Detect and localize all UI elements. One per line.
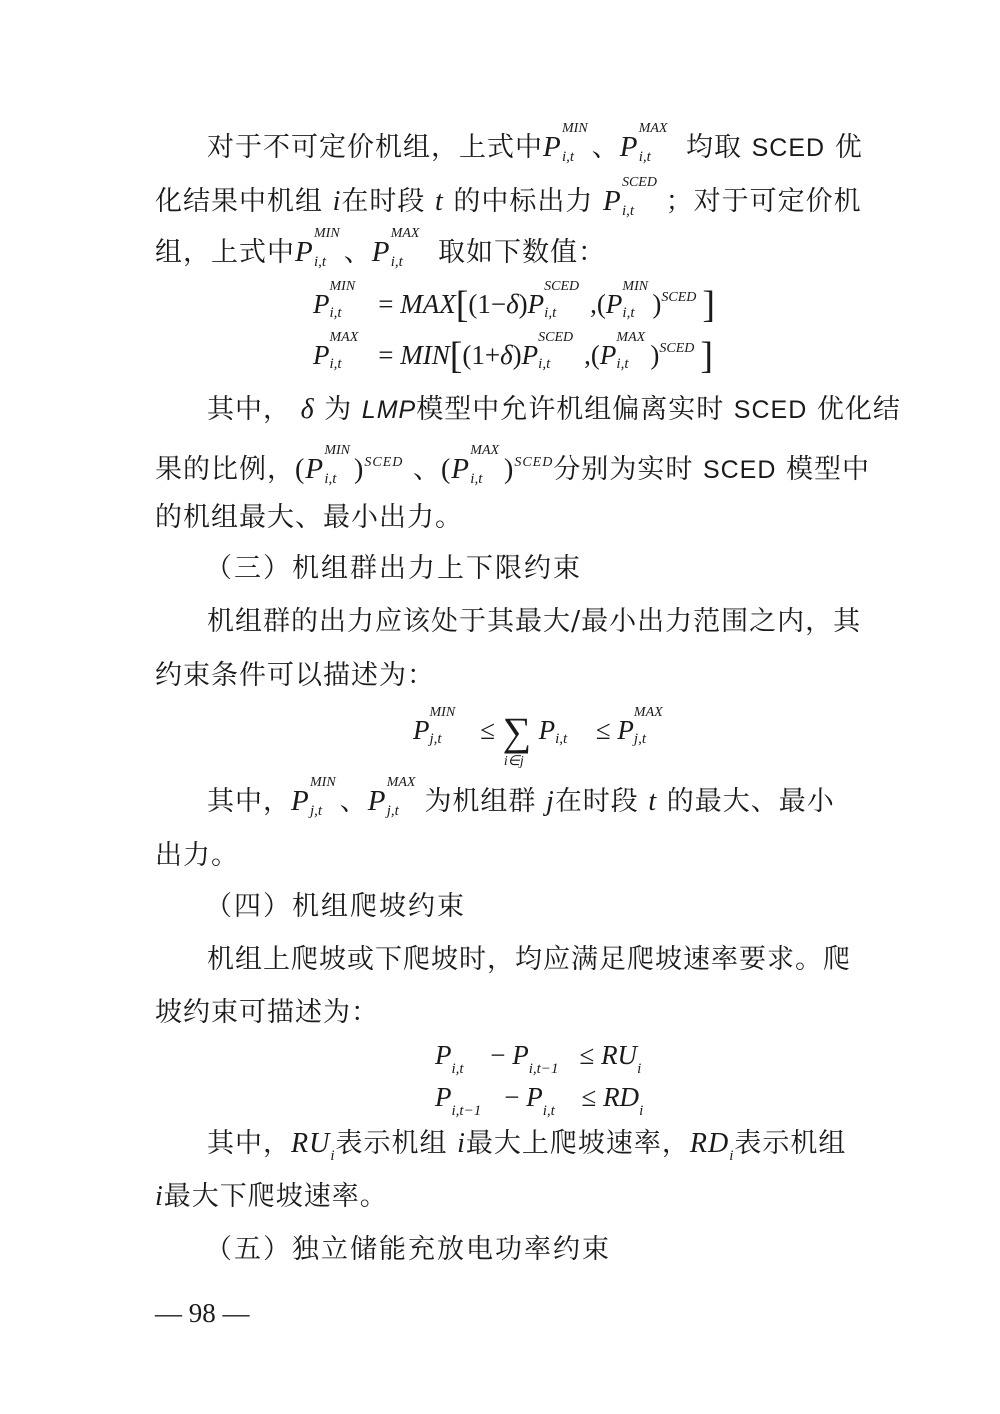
equation-ramp-down: P i,t−1 − P i,t ≤ $RD_i$ — [435, 1082, 644, 1119]
equation-pmax: P MAX i,t = MIN[(1+δ)P SCED i,t ,(P MAX i,t )$^{SCED}$ ] — [313, 330, 714, 377]
text: 的中标出力 — [453, 186, 594, 217]
paragraph-line-10: 出力。 — [155, 840, 239, 871]
var-p-max-it: P MAX i,t — [371, 226, 420, 270]
text: 组，上式中 — [155, 237, 295, 268]
paragraph-line-14 — [155, 1177, 840, 1217]
var-ru: RU — [291, 1128, 331, 1159]
text: 、 — [412, 454, 441, 485]
paragraph-line-1 — [207, 121, 863, 168]
section-heading-4: （四）机组爬坡约束 — [205, 891, 466, 922]
var-i-sub: i — [330, 1148, 336, 1164]
var-t: t — [648, 786, 658, 817]
text: 模型中 — [786, 454, 870, 485]
text: 优化结 — [816, 394, 901, 425]
paragraph-line-13 — [207, 1124, 847, 1176]
equation-ramp-up: P i,t − P i,t−1 ≤ $RU_i$ — [435, 1040, 642, 1077]
text: 、 — [591, 132, 620, 163]
text: 表示机组 — [734, 1128, 847, 1159]
var-p-min-it: P MIN i,t — [305, 443, 350, 487]
page-number: — 98 — — [155, 1298, 250, 1328]
var-p-sced-it: P SCED i,t — [602, 175, 657, 219]
section-heading-3: （三）机组群出力上下限约束 — [205, 553, 582, 584]
var-p-max-it: P MAX i,t — [619, 121, 668, 165]
paragraph-line-12: 坡约束可描述为： — [155, 997, 379, 1028]
var-p-min-it: P MIN i,t — [295, 226, 340, 270]
text: 均取 — [686, 132, 743, 163]
text-sced: SCED — [733, 396, 808, 424]
var-p-max-it: P MAX i,t — [451, 443, 500, 487]
text: 、 — [339, 786, 368, 817]
var-p-min-it: P MIN i,t — [543, 121, 588, 165]
text-sced: SCED — [702, 456, 777, 484]
text: 表示机组 — [335, 1128, 448, 1159]
text-sced: SCED — [751, 134, 826, 162]
paragraph-line-7: 机组群的出力应该处于其最大/最小出力范围之内，其 — [207, 606, 862, 637]
paragraph-line-2 — [155, 175, 862, 222]
text-lmp: LMP — [361, 396, 417, 424]
section-heading-5: （五）独立储能充放电功率约束 — [205, 1234, 611, 1265]
var-i: i — [155, 1181, 164, 1212]
text: 在时段 — [554, 786, 639, 817]
paragraph-line-9 — [207, 775, 840, 822]
paragraph-line-11: 机组上爬坡或下爬坡时，均应满足爬坡速率要求。爬 — [207, 944, 851, 975]
text: 最大下爬坡速率。 — [163, 1181, 388, 1212]
text: 、 — [343, 237, 372, 268]
text: 为 — [324, 394, 353, 425]
text: 取如下数值： — [438, 237, 607, 268]
text: 在时段 — [341, 186, 426, 217]
var-p-max-jt: P MAX j,t — [367, 775, 416, 819]
paragraph-line-4 — [207, 390, 901, 430]
var-i-sub: i — [729, 1148, 735, 1164]
text: 分别为实时 — [553, 454, 694, 485]
text: 的最大、最小 — [666, 786, 835, 817]
text: 化结果中机组 — [155, 186, 323, 217]
paragraph-line-5: 果的比例，(P MIN i,t )$^{SCED}$ 、(P MAX i,t )$^{SCED}$分别为实时 SCED 模型中 — [155, 443, 870, 487]
text: 优 — [834, 132, 863, 163]
text: 对于不可定价机组，上式中 — [207, 132, 543, 163]
text: 其中， — [207, 1128, 291, 1159]
paragraph-line-8: 约束条件可以描述为： — [155, 660, 435, 691]
var-p-min-jt: P MIN j,t — [291, 775, 336, 819]
var-i: i — [332, 186, 342, 217]
var-t: t — [434, 186, 444, 217]
var-rd: RD — [689, 1128, 730, 1159]
text: 最大上爬坡速率， — [465, 1128, 690, 1159]
text: 果的比例， — [155, 454, 295, 485]
paragraph-line-6: 的机组最大、最小出力。 — [155, 502, 463, 533]
text: 模型中允许机组偏离实时 — [416, 394, 725, 425]
equation-pmin: P MIN i,t = MAX[(1−δ)P SCED i,t ,(P MIN i,t )$^{SCED}$ ] — [313, 279, 716, 326]
text: ；对于可定价机 — [665, 186, 862, 217]
text: 为机组群 — [424, 786, 537, 817]
text: 其中， — [207, 394, 291, 425]
var-i: i — [457, 1128, 466, 1159]
equation-group-limit: P MIN j,t ≤ ∑ i∈j P i,t ≤ P MAX j,t — [413, 705, 663, 769]
paragraph-line-3 — [155, 226, 840, 273]
text: 其中， — [207, 786, 291, 817]
var-delta: δ — [300, 394, 315, 425]
var-j: j — [546, 786, 555, 817]
